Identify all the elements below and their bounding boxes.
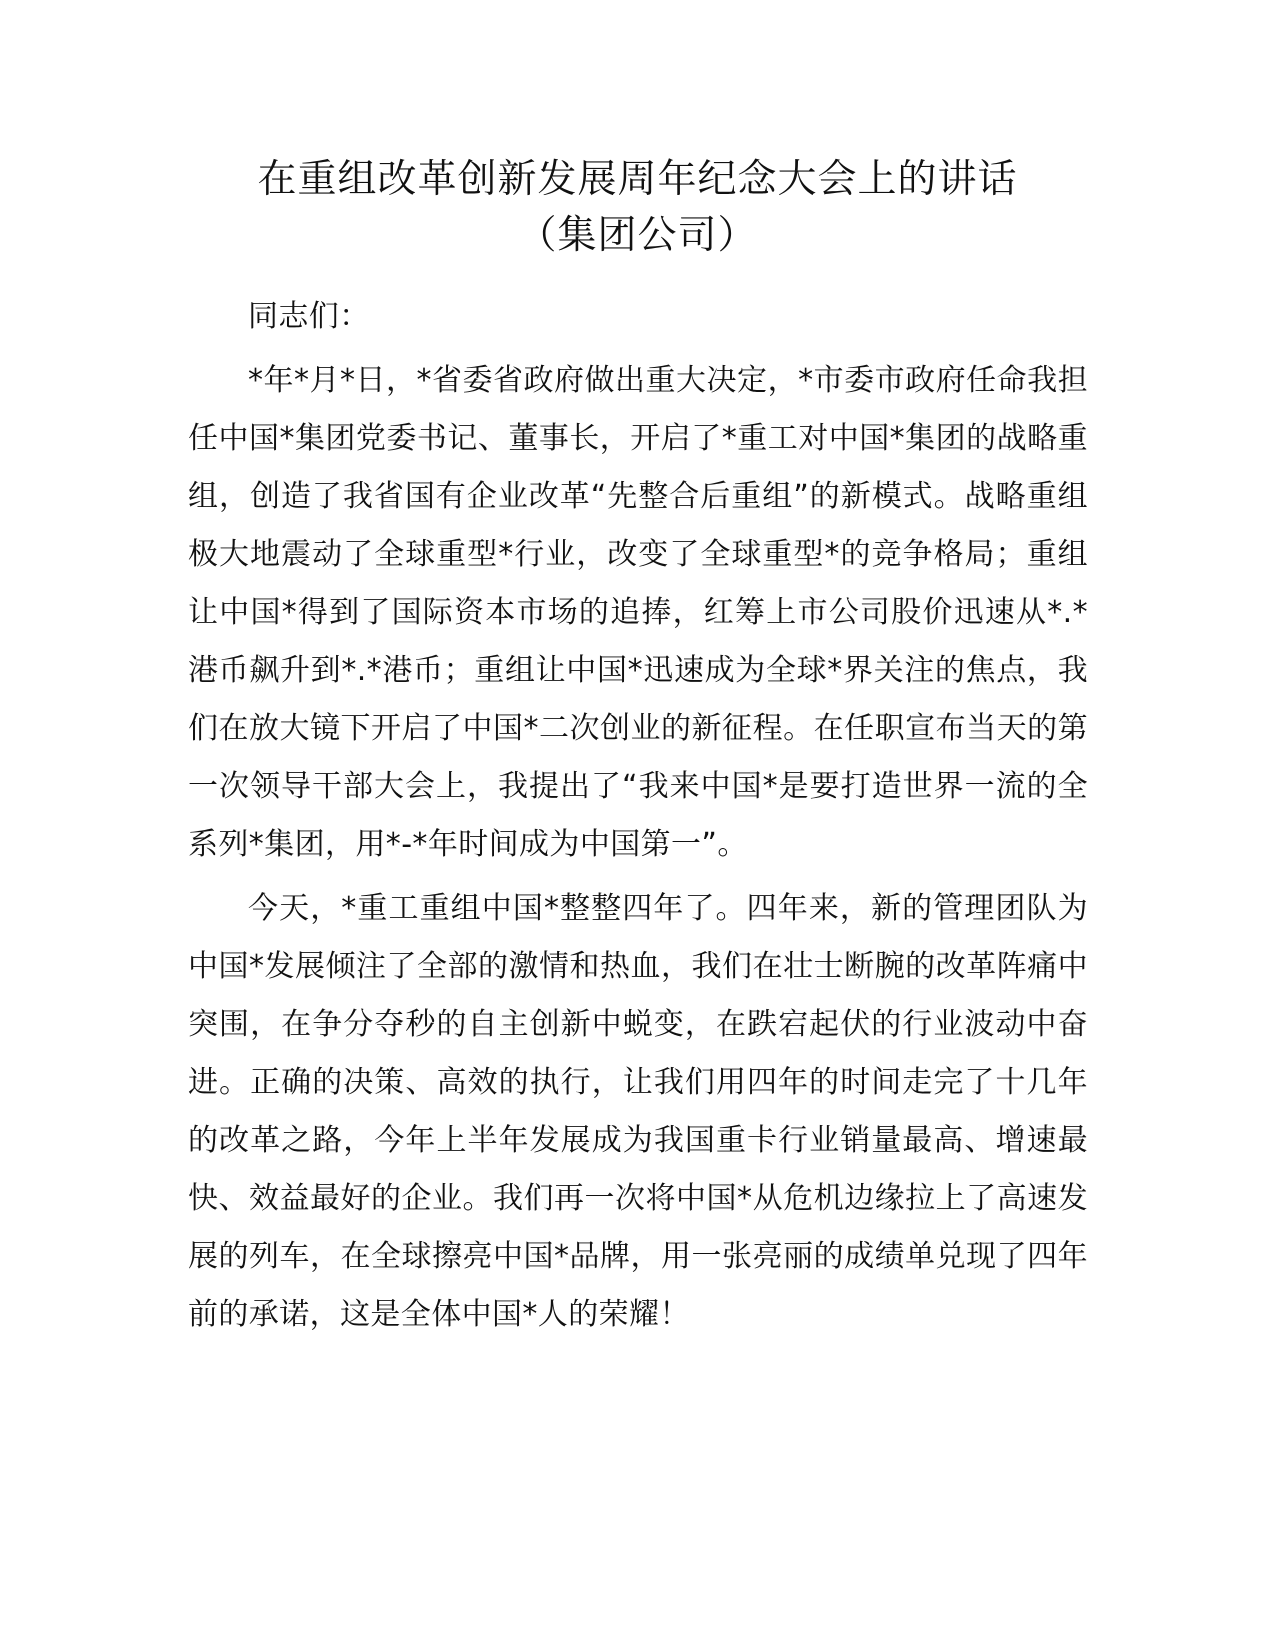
title-line-main: 在重组改革创新发展周年纪念大会上的讲话: [257, 157, 1018, 202]
document-title: [0, 152, 1275, 264]
paragraph-1: *年*月*日，*省委省政府做出重大决定，*市委市政府任命我担任中国*集团党委书记、董事长，开启了*重工对中国*集团的战略重组，创造了我省国有企业改革“先整合后重组”的新模式。战略重组极大地震动了全球重型*行业，改变了全球重型*的竞争格局；重组让中国*得到了国际资本市场的追捧，红筹上市公司股价迅速从*.*港币飙升到*.*港币；重组让中国*迅速成为全球*界关注的焦点，我们在放大镜下开启了中国*二次创业的新征程。在任职宣布当天的第一次领导干部大会上，我提出了“我来中国*是要打造世界一流的全系列*集团，用*-*年时间成为中国第一”。: [188, 363, 1088, 862]
document-body: [188, 288, 1088, 1344]
title-line-subtitle: （集团公司）: [517, 213, 758, 258]
greeting: 同志们：: [248, 299, 370, 334]
paragraph-2: 今天，*重工重组中国*整整四年了。四年来，新的管理团队为中国*发展倾注了全部的激情和热血，我们在壮士断腕的改革阵痛中突围，在争分夺秒的自主创新中蜕变，在跌宕起伏的行业波动中奋进。正确的决策、高效的执行，让我们用四年的时间走完了十几年的改革之路，今年上半年发展成为我国重卡行业销量最高、增速最快、效益最好的企业。我们再一次将中国*从危机边缘拉上了高速发展的列车，在全球擦亮中国*品牌，用一张亮丽的成绩单兑现了四年前的承诺，这是全体中国*人的荣耀！: [188, 891, 1088, 1332]
